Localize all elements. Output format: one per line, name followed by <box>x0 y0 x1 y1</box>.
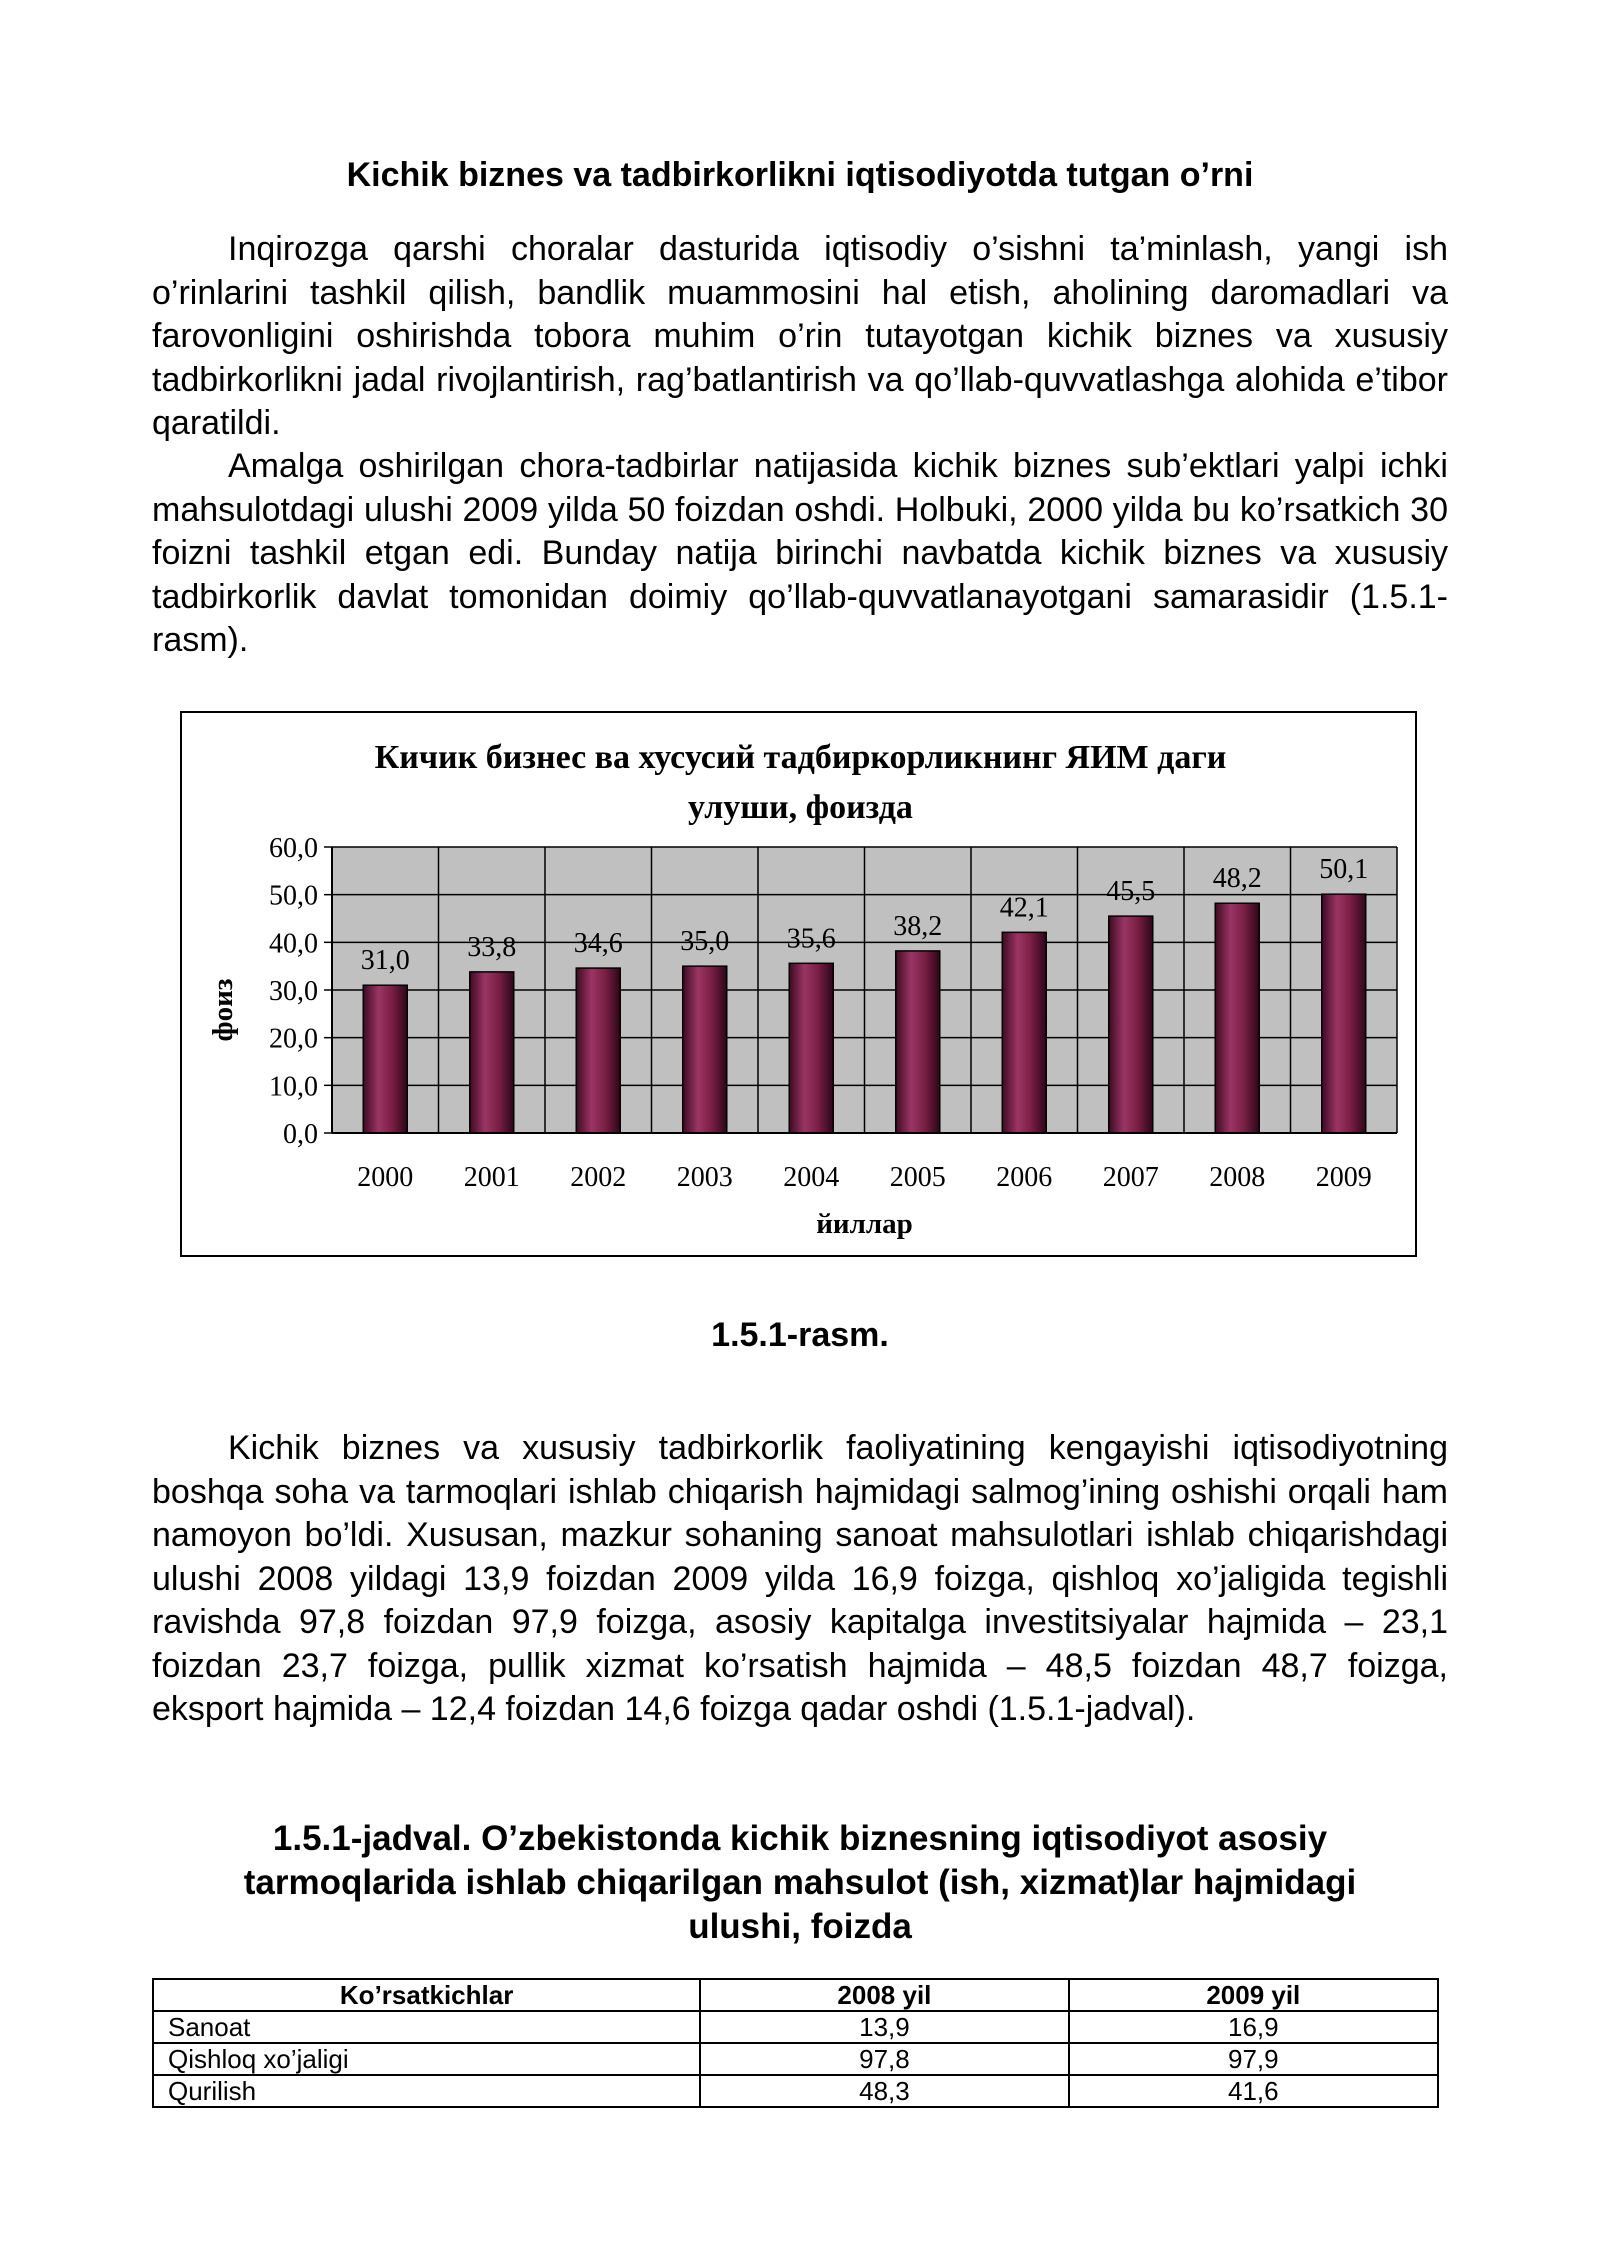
y-tick-label: 50,0 <box>269 880 318 912</box>
value-label-2004: 35,6 <box>786 923 836 955</box>
x-tick-label-2001: 2001 <box>463 1162 520 1193</box>
y-tick-label: 10,0 <box>269 1071 318 1103</box>
value-label-2005: 38,2 <box>893 910 943 942</box>
value-label-2006: 42,1 <box>999 892 1049 924</box>
x-tick-label-2002: 2002 <box>570 1162 627 1193</box>
data-table <box>152 1978 1439 2108</box>
bar-chart <box>182 713 1419 1259</box>
paragraph-3: Kichik biznes va xususiy tadbirkorlik faoliyatining kengayishi iqtisodiyotning boshqa soha va tarmoqlari ishlab chiqarish hajmidagi salmog’ining oshishi orqali ham namoyon bo’ldi. Xususan, mazkur sohaning sanoat mahsulotlari ishlab chiqarishdagi ulushi 2008 yildagi 13,9 foizdan 2009 yilda 16,9 foizga, qishloq xo’jaligida tegishli ravishda 97,8 foizdan 97,9 foizga, asosiy kapitalga investitsiyalar hajmida – 23,1 foizdan 23,7 foizga, pullik xizmat ko’rsatish hajmida – 48,5 foizdan 48,7 foizga, eksport hajmida – 12,4 foizdan 14,6 foizga qadar oshdi (1.5.1-jadval). <box>152 1429 1448 1728</box>
x-axis-label: йиллар <box>816 1208 913 1240</box>
row-label: Sanoat <box>153 2011 700 2043</box>
y-tick-label: 30,0 <box>269 976 318 1007</box>
value-label-2007: 45,5 <box>1106 876 1156 908</box>
cell-2009: 16,9 <box>1069 2011 1438 2043</box>
table-row <box>153 2043 1438 2075</box>
paragraph-1: Inqirozga qarshi choralar dasturida iqtisodiy o’sishni ta’minlash, yangi ish o’rinlarini tashkil qilish, bandlik muammosini hal etish, aholining daromadlari va farovonligini oshirishda tobora muhim o’rin tutayotgan kichik biznes va xususiy tadbirkorlikni jadal rivojlantirish, rag’batlantirish va qo’llab-quvvatlashga alohida e’tibor qaratildi. <box>152 230 1448 442</box>
x-tick-label-2007: 2007 <box>1102 1162 1159 1193</box>
y-tick-label: 60,0 <box>269 833 318 864</box>
cell-2008: 48,3 <box>700 2075 1068 2107</box>
bar-2001 <box>470 972 514 1133</box>
value-label-2009: 50,1 <box>1319 854 1369 886</box>
bar-2005 <box>896 951 940 1133</box>
bar-2000 <box>363 985 407 1133</box>
bar-2009 <box>1322 894 1366 1133</box>
value-label-2000: 31,0 <box>360 945 410 977</box>
x-tick-label-2004: 2004 <box>783 1162 840 1193</box>
y-tick-label: 0,0 <box>283 1119 318 1150</box>
bar-2004 <box>789 963 833 1133</box>
chart-title-line1: Кичик бизнес ва хусусий тадбиркорликнинг ЯИМ даги <box>374 739 1227 776</box>
x-tick-label-2000: 2000 <box>357 1162 414 1193</box>
x-tick-label-2003: 2003 <box>676 1162 733 1193</box>
table-title: 1.5.1-jadval. O’zbekistonda kichik biznesning iqtisodiyot asosiy tarmoqlarida ishlab chiqarilgan mahsulot (ish, xizmat)lar hajmidagi ulushi, foizda <box>243 1819 1357 1946</box>
cell-2008: 97,8 <box>700 2043 1068 2075</box>
bar-2003 <box>683 966 727 1133</box>
x-tick-label-2006: 2006 <box>996 1162 1053 1193</box>
y-tick-label: 40,0 <box>269 928 318 960</box>
table-row <box>153 2011 1438 2043</box>
value-label-2003: 35,0 <box>680 926 730 958</box>
table-header-row <box>153 1979 1438 2011</box>
header-indicator: Ko’rsatkichlar <box>153 1979 700 2011</box>
row-label: Qurilish <box>153 2075 700 2107</box>
cell-2009: 41,6 <box>1069 2075 1438 2107</box>
x-tick-label-2005: 2005 <box>889 1162 946 1193</box>
paragraph-2: Amalga oshirilgan chora-tadbirlar natijasida kichik biznes sub’ektlari yalpi ichki mahsulotdagi ulushi 2009 yilda 50 foizdan oshdi. Holbuki, 2000 yilda bu ko’rsatkich 30 foizni tashkil etgan edi. Bunday natija birinchi navbatda kichik biznes va xususiy tadbirkorlik davlat tomonidan doimiy qo’llab-quvvatlanayotgani samarasidir (1.5.1-rasm). <box>152 447 1448 659</box>
header-2009: 2009 yil <box>1069 1979 1438 2011</box>
value-label-2001: 33,8 <box>467 931 517 963</box>
bar-2007 <box>1109 916 1153 1133</box>
table-row <box>153 2075 1438 2107</box>
cell-2008: 13,9 <box>700 2011 1068 2043</box>
value-label-2002: 34,6 <box>573 928 623 960</box>
chart-title-line2: улуши, фоизда <box>688 789 913 826</box>
row-label: Qishloq xo’jaligi <box>153 2043 700 2075</box>
bar-2002 <box>576 968 620 1133</box>
value-label-2008: 48,2 <box>1212 863 1262 895</box>
cell-2009: 97,9 <box>1069 2043 1438 2075</box>
y-axis-label: фоиз <box>207 978 239 1042</box>
x-tick-label-2008: 2008 <box>1209 1162 1266 1193</box>
chart-frame <box>180 711 1417 1257</box>
page-title: Kichik biznes va tadbirkorlikni iqtisodiyotda tutgan o’rni <box>346 156 1254 194</box>
x-tick-label-2009: 2009 <box>1315 1162 1372 1193</box>
y-tick-label: 20,0 <box>269 1023 318 1055</box>
figure-caption: 1.5.1-rasm. <box>711 1316 889 1354</box>
bar-2006 <box>1002 932 1046 1133</box>
bar-2008 <box>1215 903 1259 1133</box>
header-2008: 2008 yil <box>700 1979 1068 2011</box>
